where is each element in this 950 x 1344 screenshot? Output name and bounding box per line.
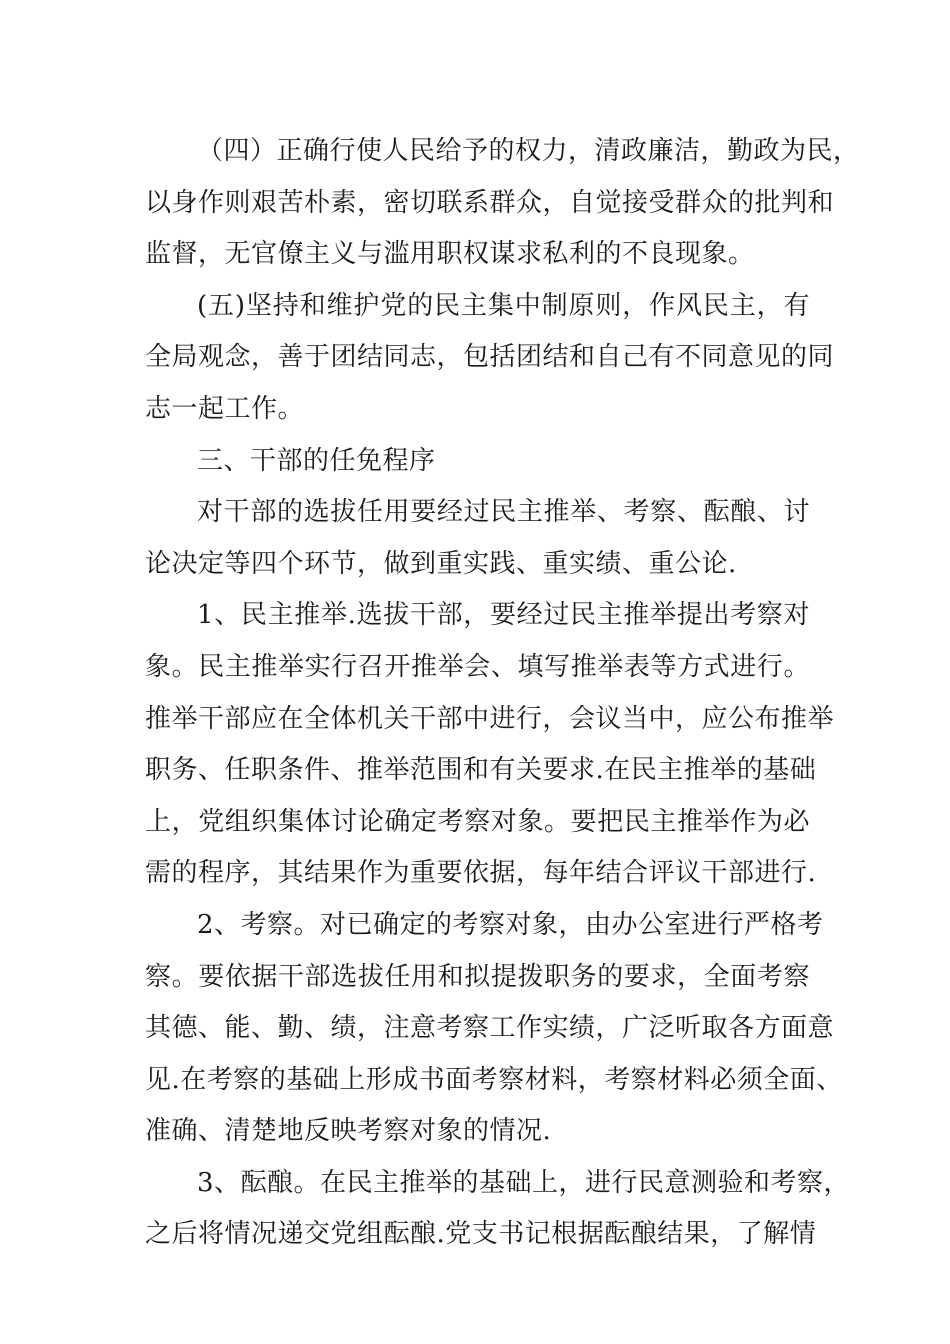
text-line: 象。民主推举实行召开推举会、填写推举表等方式进行。 bbox=[145, 651, 810, 682]
text-line: 见.在考察的基础上形成书面考察材料，考察材料必须全面、 bbox=[145, 1064, 843, 1095]
text-line: 之后将情况递交党组酝酿.党支书记根据酝酿结果，了解情 bbox=[145, 1219, 817, 1250]
text-line: (五)坚持和维护党的民主集中制原则，作风民主，有 bbox=[197, 290, 810, 321]
text-line: 三、干部的任免程序 bbox=[197, 445, 436, 476]
text-line: 上，党组织集体讨论确定考察对象。要把民主推举作为必 bbox=[145, 806, 810, 837]
text-line: 论决定等四个环节，做到重实践、重实绩、重公论. bbox=[145, 548, 737, 579]
text-line: 察。要依据干部选拔任用和拟提拨职务的要求，全面考察 bbox=[145, 961, 810, 992]
text-line: 全局观念，善于团结同志，包括团结和自己有不同意见的同 bbox=[145, 342, 835, 373]
text-line: 3、酝酿。在民主推举的基础上，进行民意测验和考察， bbox=[197, 1167, 851, 1198]
text-line: 准确、清楚地反映考察对象的情况. bbox=[145, 1116, 552, 1147]
text-line: （四）正确行使人民给予的权力，清政廉洁，勤政为民， bbox=[197, 136, 860, 166]
text-line: 2、考察。对已确定的考察对象，由办公室进行严格考 bbox=[197, 909, 824, 940]
text-line: 1、民主推举.选拔干部，要经过民主推举提出考察对 bbox=[197, 600, 810, 631]
text-line: 需的程序，其结果作为重要依据，每年结合评议干部进行. bbox=[145, 858, 817, 889]
text-line: 志一起工作。 bbox=[145, 393, 305, 424]
text-line: 以身作则艰苦朴素，密切联系群众，自觉接受群众的批判和 bbox=[145, 187, 835, 218]
text-line: 监督，无官僚主义与滥用职权谋求私利的不良现象。 bbox=[145, 239, 755, 270]
document-body bbox=[145, 126, 860, 1261]
text-line: 职务、任职条件、推举范围和有关要求.在民主推举的基础 bbox=[145, 755, 817, 786]
text-line: 推举干部应在全体机关干部中进行，会议当中，应公布推举 bbox=[145, 703, 835, 734]
text-line: 对干部的选拔任用要经过民主推举、考察、酝酿、讨 bbox=[197, 497, 810, 528]
text-line: 其德、能、勤、绩，注意考察工作实绩，广泛听取各方面意 bbox=[145, 1013, 835, 1044]
